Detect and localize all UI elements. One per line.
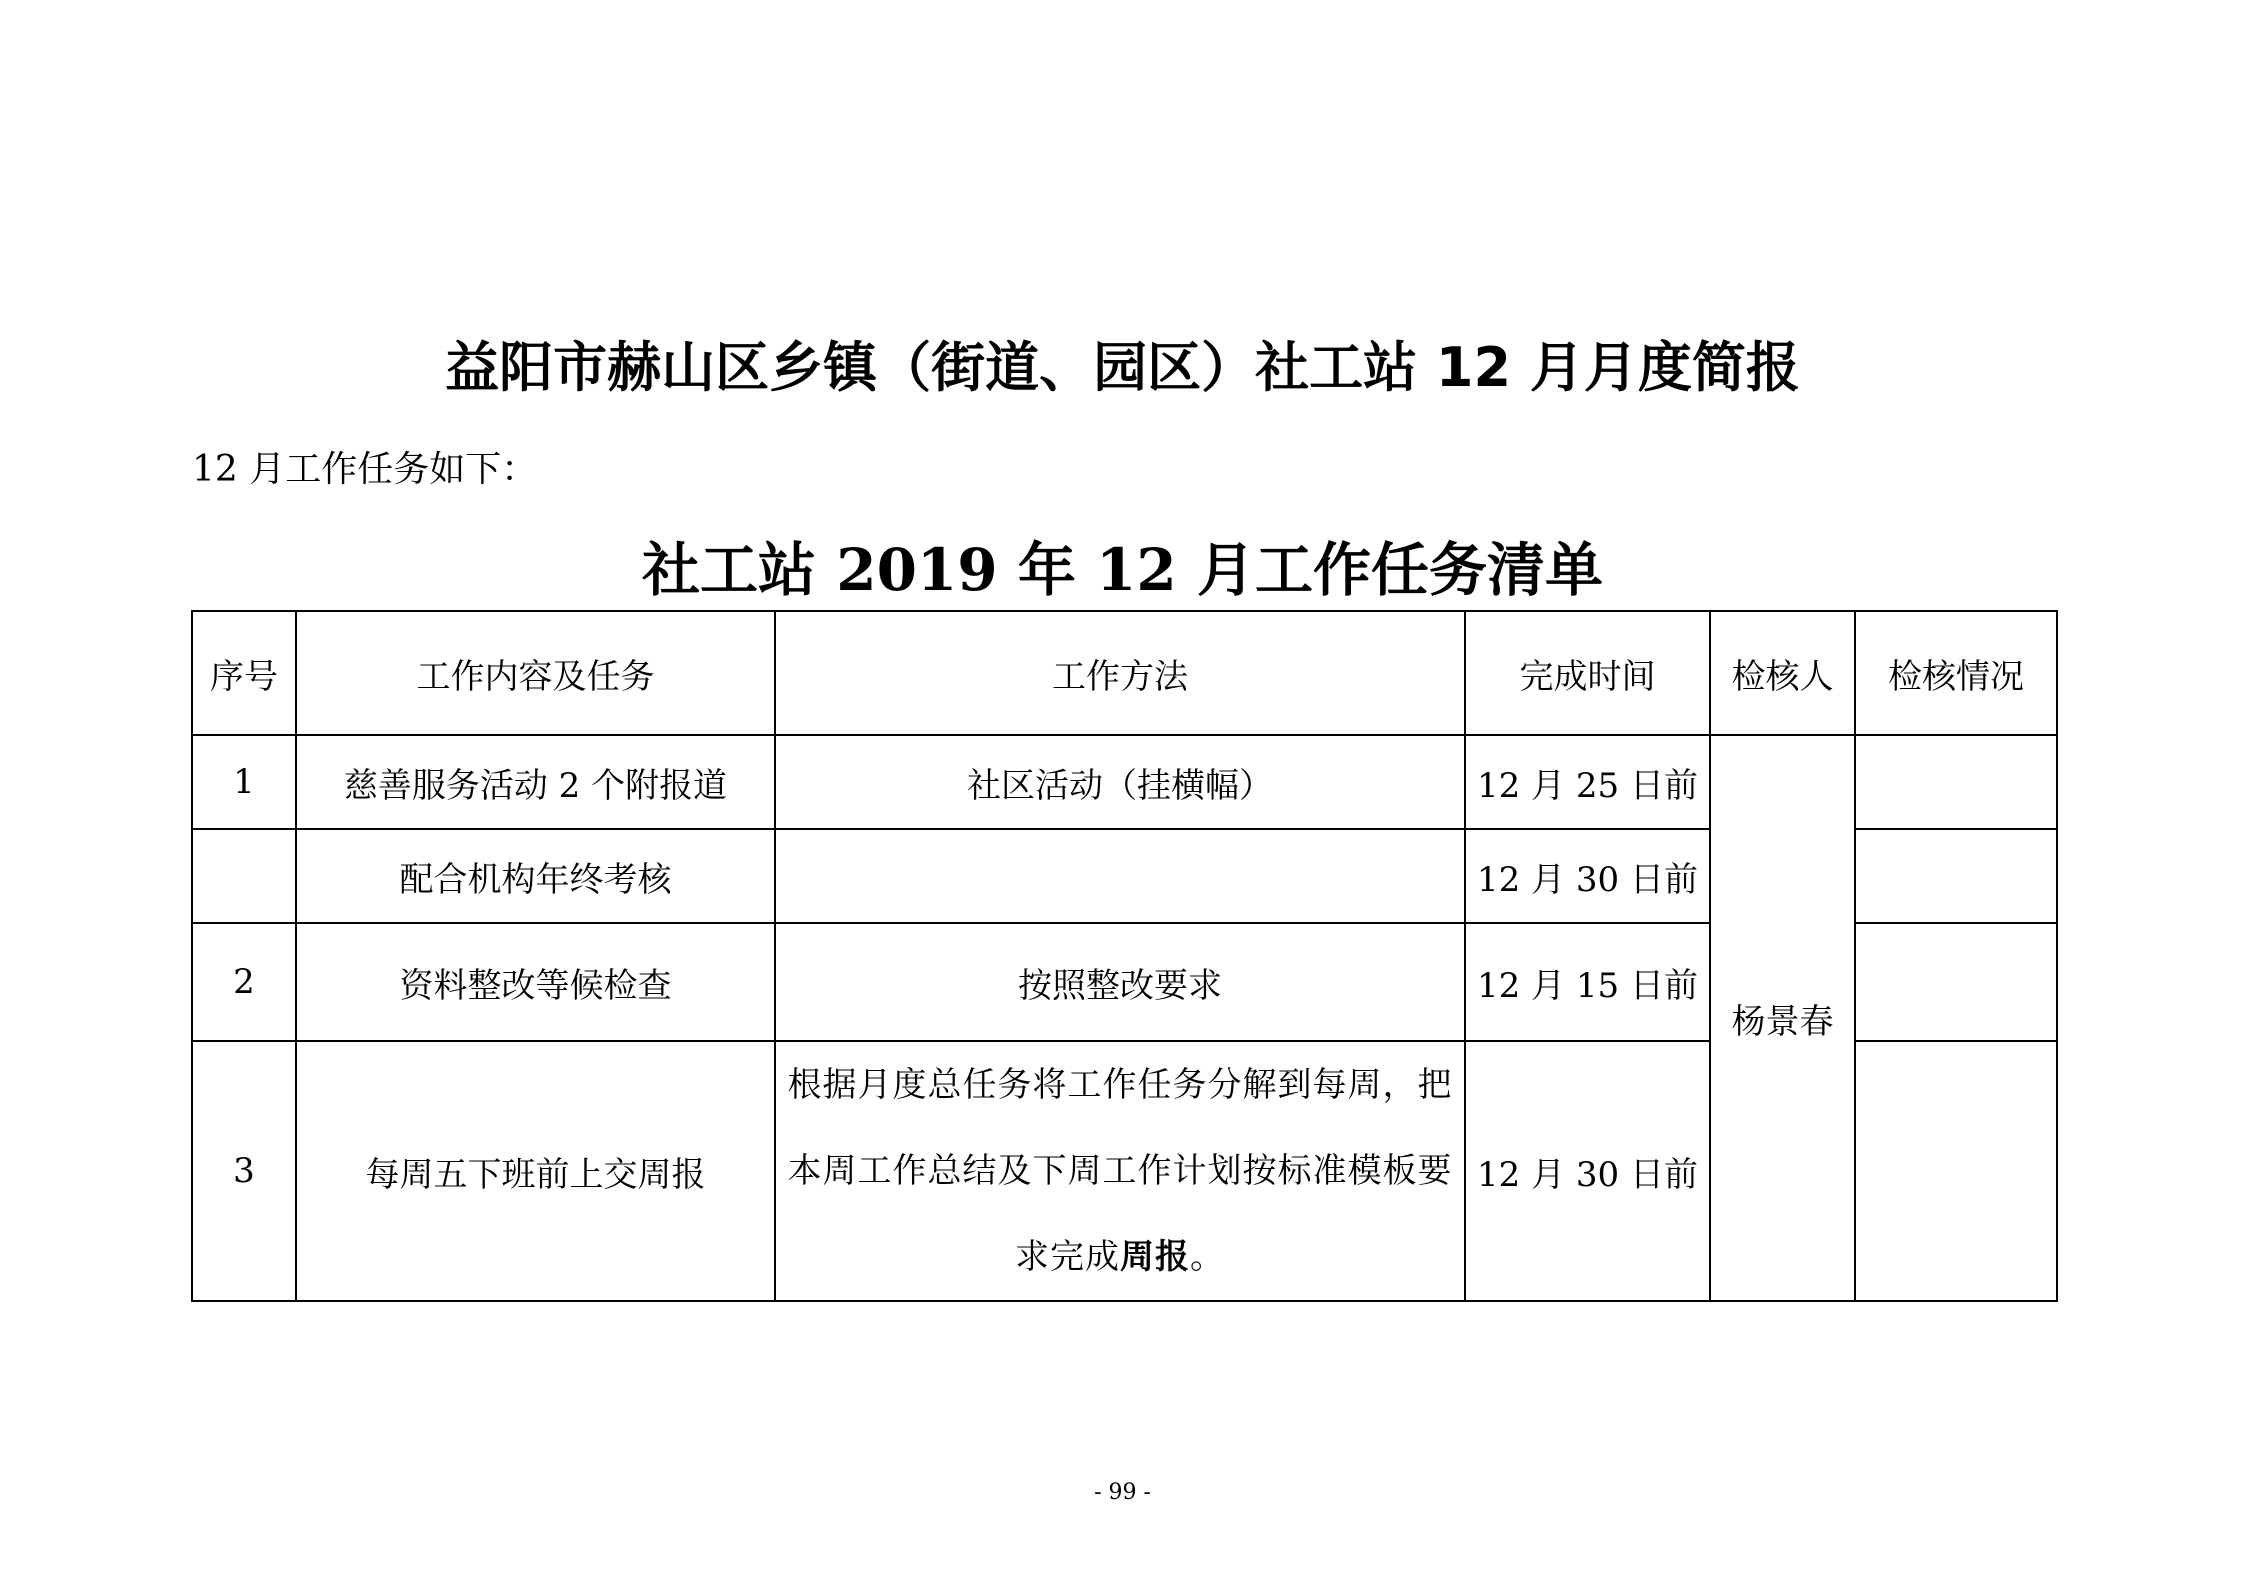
- task-table: [191, 610, 2058, 1302]
- row-deadline: 12 月 15 日前: [1465, 923, 1710, 1041]
- row-method: [775, 829, 1465, 923]
- row-deadline: 12 月 30 日前: [1465, 829, 1710, 923]
- row-status: [1855, 829, 2057, 923]
- row-status: [1855, 1041, 2057, 1301]
- page-number: - 99 -: [1094, 1480, 1151, 1505]
- header-deadline: 完成时间: [1465, 611, 1710, 735]
- header-no: 序号: [192, 611, 296, 735]
- row-content: 资料整改等候检查: [296, 923, 775, 1041]
- row-method-text: 根据月度总任务将工作任务分解到每周，把本周工作总结及下周工作计划按标准模板要求完成: [787, 1065, 1453, 1277]
- row-method-end: 。: [1190, 1237, 1225, 1277]
- row-method: 社区活动（挂横幅）: [775, 735, 1465, 829]
- row-content: 每周五下班前上交周报: [296, 1041, 775, 1301]
- row-deadline: 12 月 30 日前: [1465, 1041, 1710, 1301]
- row-method: [775, 1041, 1465, 1301]
- header-checker: 检核人: [1710, 611, 1855, 735]
- task-list-title: 社工站 2019 年 12 月工作任务清单: [642, 536, 1603, 604]
- row-deadline: 12 月 25 日前: [1465, 735, 1710, 829]
- row-no: [192, 829, 296, 923]
- header-content: 工作内容及任务: [296, 611, 775, 735]
- report-title: 益阳市赫山区乡镇（街道、园区）社工站 12 月月度简报: [445, 336, 1800, 399]
- intro-text: 12 月工作任务如下：: [192, 449, 538, 490]
- checker-name: 杨景春: [1710, 735, 1855, 1301]
- row-no: 2: [192, 923, 296, 1041]
- table-row: [192, 735, 2057, 829]
- row-no: 3: [192, 1041, 296, 1301]
- row-content: 配合机构年终考核: [296, 829, 775, 923]
- row-status: [1855, 923, 2057, 1041]
- row-method-bold: 周报: [1120, 1237, 1190, 1277]
- row-content: 慈善服务活动 2 个附报道: [296, 735, 775, 829]
- row-method: 按照整改要求: [775, 923, 1465, 1041]
- table-header-row: [192, 611, 2057, 735]
- row-no: 1: [192, 735, 296, 829]
- header-method: 工作方法: [775, 611, 1465, 735]
- header-status: 检核情况: [1855, 611, 2057, 735]
- row-status: [1855, 735, 2057, 829]
